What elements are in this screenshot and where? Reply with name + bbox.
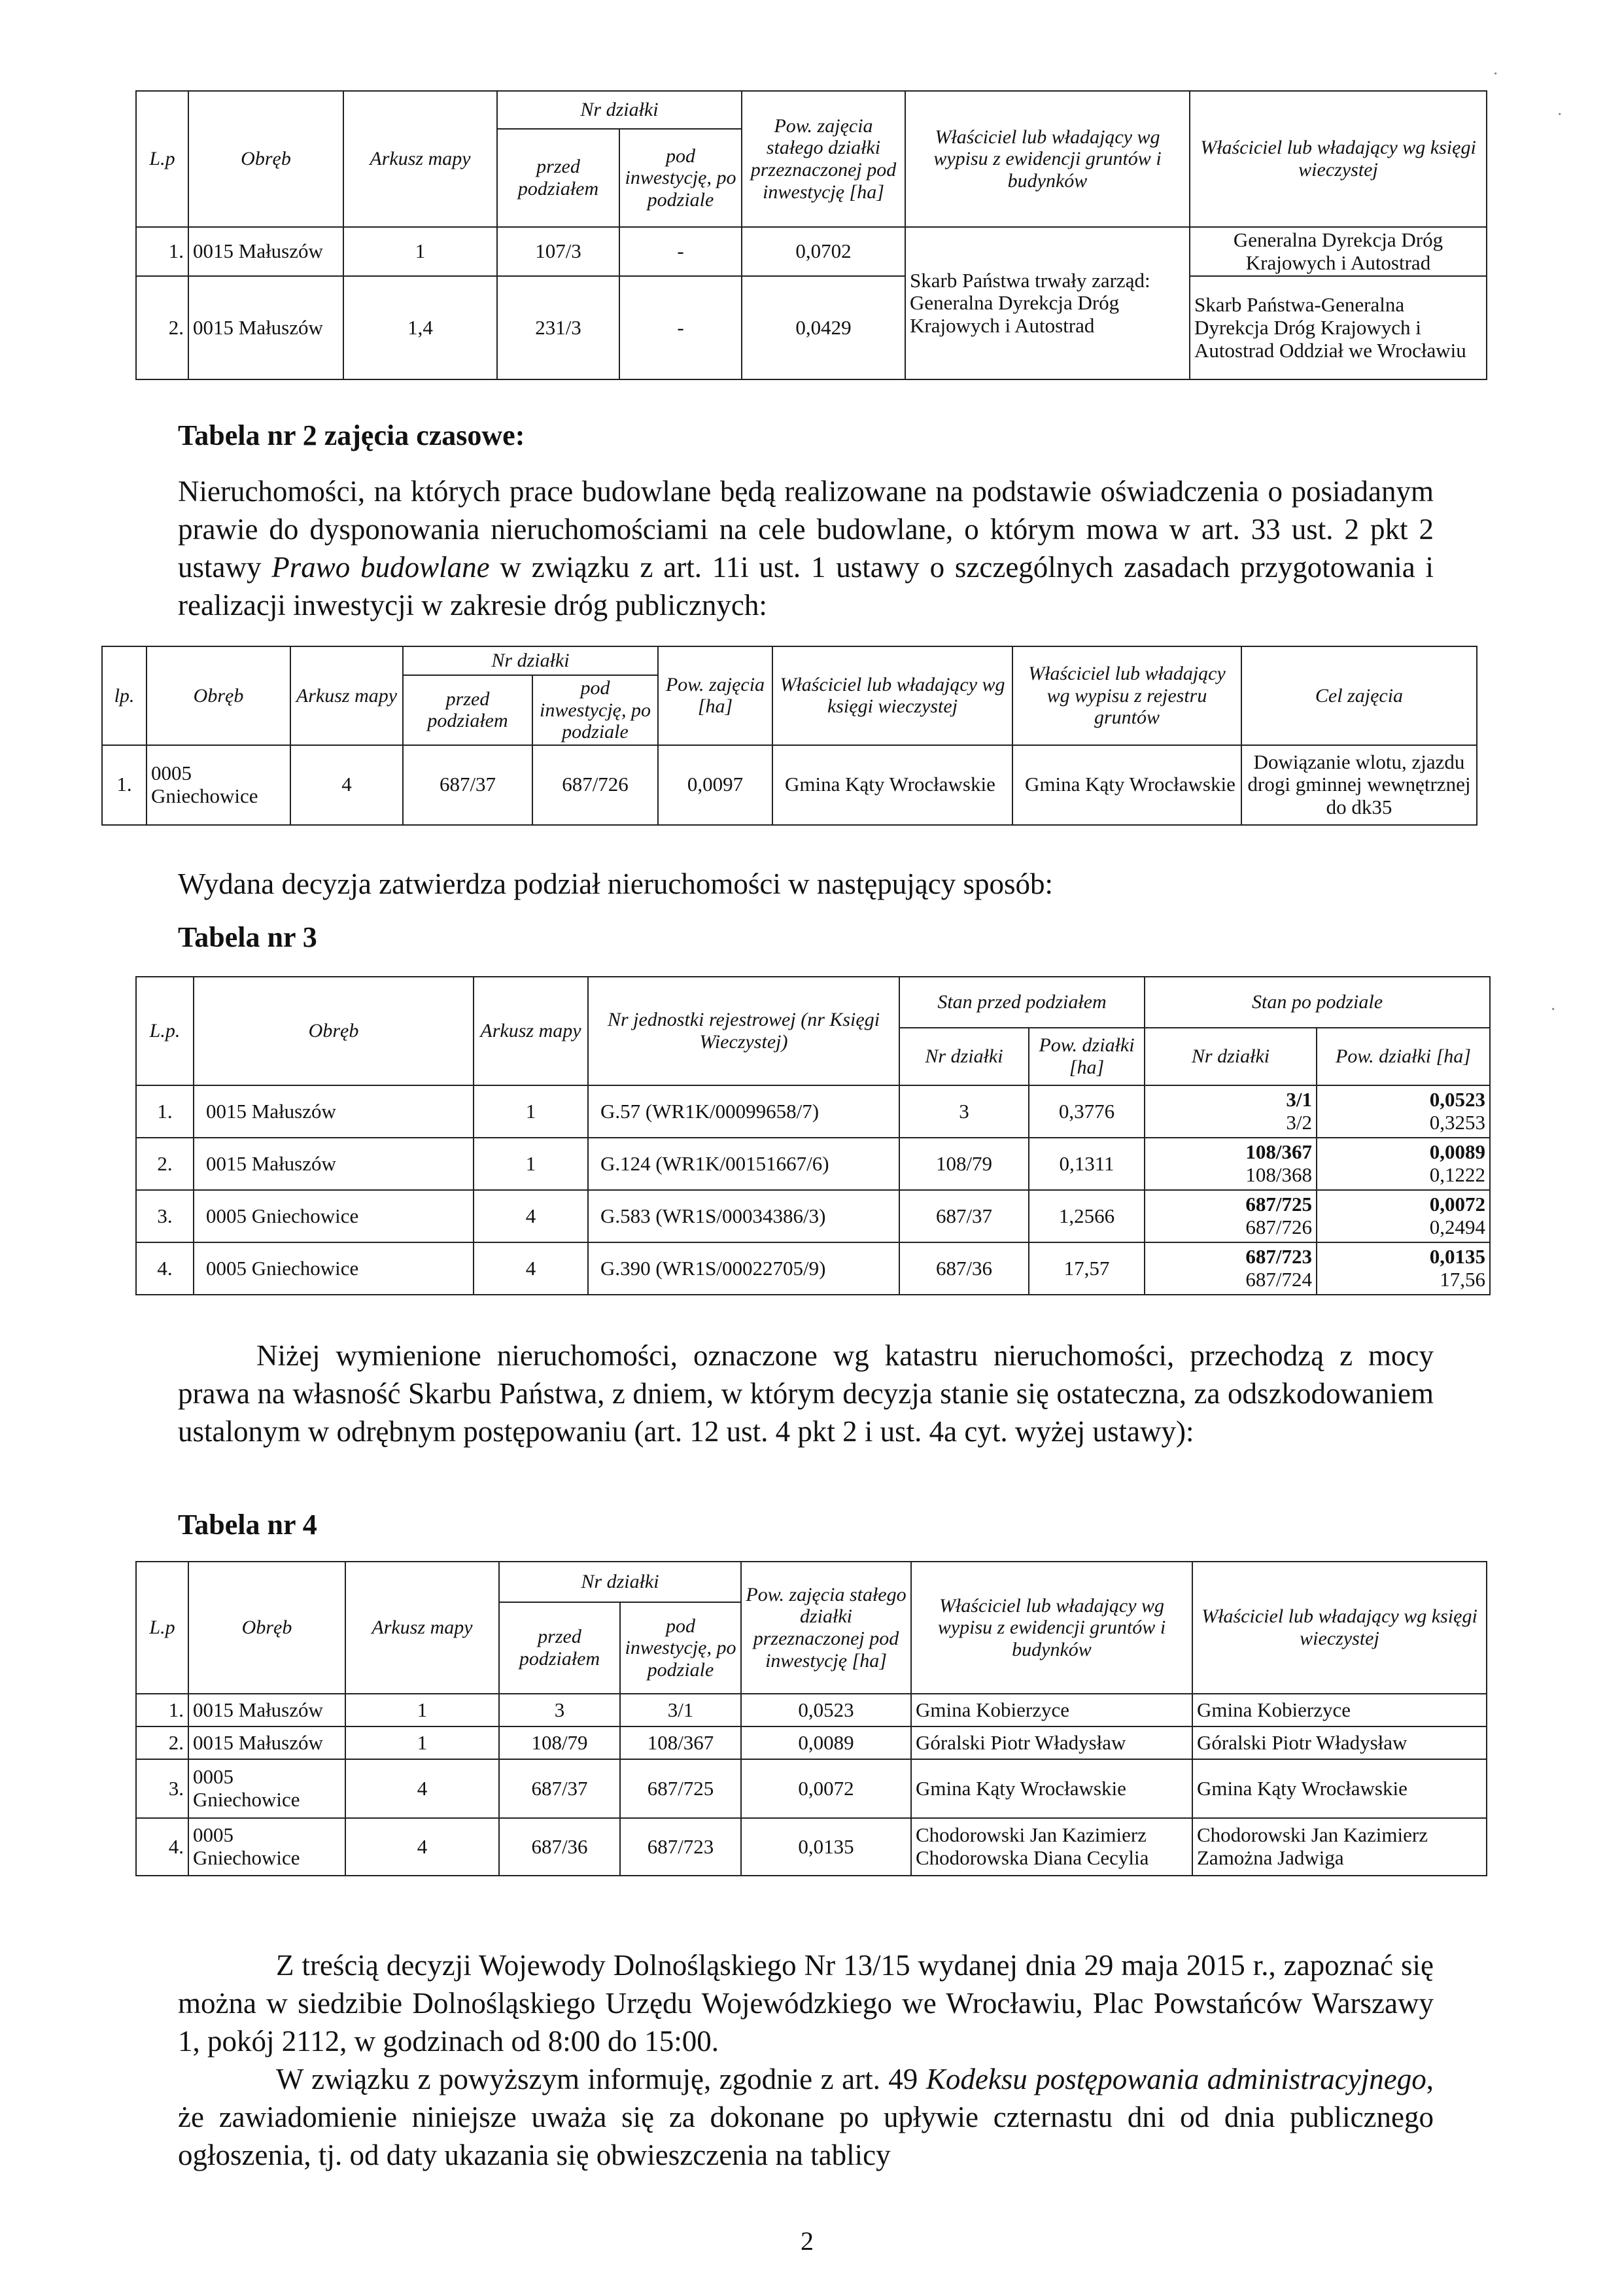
- header-arkusz: Arkusz mapy: [474, 977, 588, 1085]
- table-row: [136, 1726, 1487, 1759]
- paragraph-text: , że zawiadomienie niniejsze uważa się za dokonane po upływie czternastu dni od dnia publicznego ogłoszenia, tj. od daty ukazania się obwieszczenia na tablicy: [178, 2063, 1434, 2171]
- cell-obreb: 0015 Małuszów: [188, 1694, 345, 1726]
- cell-przed-nr: 687/36: [899, 1242, 1029, 1295]
- header-cel: Cel zajęcia: [1241, 646, 1477, 745]
- cell-wlasciciel-kw: Gmina Kąty Wrocławskie: [1192, 1759, 1487, 1818]
- scan-speck: ·: [1557, 105, 1563, 125]
- cell-obreb: 0005 Gniechowice: [194, 1190, 474, 1242]
- header-pod: pod inwestycję, po podziale: [620, 1602, 741, 1694]
- cell-lp: 1.: [136, 1694, 188, 1726]
- paragraph-text: W związku z powyższym informuję, zgodnie z art. 49: [276, 2063, 926, 2095]
- cell-arkusz: 4: [474, 1190, 588, 1242]
- cell-arkusz: 4: [290, 745, 403, 825]
- cell-pow: 0,0089: [741, 1726, 911, 1759]
- cell-arkusz: 4: [345, 1818, 499, 1876]
- cell-wlasciciel-kw: Góralski Piotr Władysław: [1192, 1726, 1487, 1759]
- cell-obreb: 0015 Małuszów: [188, 227, 343, 276]
- cell-wlasciciel-ewid: Gmina Kobierzyce: [911, 1694, 1192, 1726]
- cell-obreb: 0005 Gniechowice: [147, 745, 290, 825]
- cell-po-pow: [1317, 1242, 1490, 1295]
- cell-pod: 108/367: [620, 1726, 741, 1759]
- cell-po-pow: [1317, 1085, 1490, 1138]
- header-stan-przed: Stan przed podziałem: [899, 977, 1145, 1028]
- table-row: [136, 1085, 1490, 1138]
- header-lp: L.p: [136, 91, 188, 227]
- cell-lp: 2.: [136, 276, 188, 379]
- table-row: [136, 1242, 1490, 1295]
- cell-arkusz: 1: [474, 1138, 588, 1190]
- po-pow-plain: 0,2494: [1429, 1216, 1486, 1238]
- cell-wlasciciel-ewid: Skarb Państwa trwały zarząd: Generalna Dyrekcja Dróg Krajowych i Autostrad: [905, 227, 1190, 379]
- cell-lp: 3.: [136, 1759, 188, 1818]
- cell-lp: 2.: [136, 1726, 188, 1759]
- table-4: [135, 1561, 1487, 1876]
- cell-przed-pow: 17,57: [1029, 1242, 1145, 1295]
- header-nr-dzialki: Nr działki: [403, 646, 658, 675]
- header-pow: Pow. zajęcia [ha]: [658, 646, 772, 745]
- cell-wlasciciel-kw: Gmina Kąty Wrocławskie: [772, 745, 1012, 825]
- header-arkusz: Arkusz mapy: [343, 91, 497, 227]
- header-obreb: Obręb: [188, 1562, 345, 1694]
- cell-przed: 687/37: [403, 745, 532, 825]
- cell-przed-pow: 1,2566: [1029, 1190, 1145, 1242]
- cell-przed: 107/3: [497, 227, 619, 276]
- cell-wlasciciel-ewid: Gmina Kąty Wrocławskie: [1012, 745, 1241, 825]
- po-pow-bold: 0,0089: [1429, 1140, 1486, 1164]
- cell-lp: 4.: [136, 1242, 194, 1295]
- cell-po-pow: [1317, 1138, 1490, 1190]
- header-przed-pow: Pow. działki [ha]: [1029, 1028, 1145, 1085]
- header-wlasciciel-kw: Właściciel lub władający wg księgi wieczystej: [772, 646, 1012, 745]
- cell-pod: 3/1: [620, 1694, 741, 1726]
- cell-arkusz: 1: [343, 227, 497, 276]
- cell-obreb: 0005 Gniechowice: [188, 1818, 345, 1876]
- po-pow-plain: 17,56: [1440, 1268, 1486, 1291]
- po-nr-bold: 687/725: [1245, 1193, 1313, 1216]
- po-nr-plain: 687/726: [1245, 1216, 1313, 1238]
- cell-wlasciciel-ewid: Chodorowski Jan Kazimierz Chodorowska Diana Cecylia: [911, 1818, 1192, 1876]
- header-wlasciciel-kw: Właściciel lub władający wg księgi wieczystej: [1192, 1562, 1487, 1694]
- header-przed: przed podziałem: [497, 129, 619, 227]
- cell-przed-nr: 3: [899, 1085, 1029, 1138]
- paragraph-wlasnosc-skarbu: Niżej wymienione nieruchomości, oznaczone wg katastru nieruchomości, przechodzą z mocy prawa na własność Skarbu Państwa, z dniem, w którym decyzja stanie się ostateczna, za odszkodowaniem ustalonym w odrębnym postępowaniu (art. 12 ust. 4 pkt 2 i ust. 4a cyt. wyżej ustawy):: [178, 1339, 1434, 1448]
- cell-pod: 687/726: [532, 745, 658, 825]
- header-przed: przed podziałem: [499, 1602, 620, 1694]
- header-po-nr: Nr działki: [1145, 1028, 1317, 1085]
- cell-przed: 231/3: [497, 276, 619, 379]
- cell-lp: 3.: [136, 1190, 194, 1242]
- cell-nr-jednostki: G.390 (WR1S/00022705/9): [588, 1242, 899, 1295]
- cell-obreb: 0015 Małuszów: [194, 1138, 474, 1190]
- cell-obreb: 0015 Małuszów: [194, 1085, 474, 1138]
- cell-przed-nr: 108/79: [899, 1138, 1029, 1190]
- header-po-pow: Pow. działki [ha]: [1317, 1028, 1490, 1085]
- header-arkusz: Arkusz mapy: [345, 1562, 499, 1694]
- cell-przed-nr: 687/37: [899, 1190, 1029, 1242]
- cell-lp: 1.: [136, 227, 188, 276]
- table-row: [136, 1190, 1490, 1242]
- heading-tabela-2: Tabela nr 2 zajęcia czasowe:: [178, 419, 525, 451]
- header-wlasciciel-ewid: Właściciel lub władający wg wypisu z ewidencji gruntów i budynków: [911, 1562, 1192, 1694]
- cell-przed: 687/37: [499, 1759, 620, 1818]
- heading-tabela-3: Tabela nr 3: [178, 921, 317, 953]
- cell-po-nr: [1145, 1085, 1317, 1138]
- cell-przed: 3: [499, 1694, 620, 1726]
- table-row: [136, 1818, 1487, 1876]
- header-wlasciciel-ewid: Właściciel lub władający wg wypisu z rejestru gruntów: [1012, 646, 1241, 745]
- header-pod: pod inwestycję, po podziale: [619, 129, 742, 227]
- po-pow-bold: 0,0135: [1429, 1245, 1486, 1269]
- table-row: [102, 745, 1477, 825]
- cell-pow: 0,0429: [742, 276, 905, 379]
- cell-wlasciciel-ewid: Gmina Kąty Wrocławskie: [911, 1759, 1192, 1818]
- table-3: [135, 976, 1491, 1295]
- cell-pod: 687/725: [620, 1759, 741, 1818]
- header-wlasciciel-ewid: Właściciel lub władający wg wypisu z ewidencji gruntów i budynków: [905, 91, 1190, 227]
- cell-lp: 1.: [102, 745, 147, 825]
- cell-pow: 0,0702: [742, 227, 905, 276]
- header-przed: przed podziałem: [403, 675, 532, 745]
- po-nr-plain: 3/2: [1286, 1111, 1313, 1134]
- header-lp: lp.: [102, 646, 147, 745]
- paragraph-zawiadomienie: [178, 2060, 1434, 2174]
- po-nr-bold: 687/723: [1245, 1245, 1313, 1269]
- cell-wlasciciel-kw: Skarb Państwa-Generalna Dyrekcja Dróg Krajowych i Autostrad Oddział we Wrocławiu: [1190, 276, 1487, 379]
- cell-lp: 2.: [136, 1138, 194, 1190]
- cell-przed-pow: 0,3776: [1029, 1085, 1145, 1138]
- cell-obreb: 0005 Gniechowice: [188, 1759, 345, 1818]
- header-stan-po: Stan po podziale: [1145, 977, 1490, 1028]
- cell-wlasciciel-ewid: Góralski Piotr Władysław: [911, 1726, 1192, 1759]
- paragraph-podzial: Wydana decyzja zatwierdza podział nieruchomości w następujący sposób:: [178, 867, 1054, 900]
- cell-obreb: 0005 Gniechowice: [194, 1242, 474, 1295]
- cell-wlasciciel-kw: Generalna Dyrekcja Dróg Krajowych i Autostrad: [1190, 227, 1487, 276]
- cell-pow: 0,0135: [741, 1818, 911, 1876]
- cell-arkusz: 1,4: [343, 276, 497, 379]
- header-lp: L.p: [136, 1562, 188, 1694]
- paragraph-text: w związku z art. 11i ust. 1 ustawy o szczególnych zasadach przygotowania i realizacji inwestycji w zakresie dróg publicznych:: [178, 551, 1434, 622]
- header-lp: L.p.: [136, 977, 194, 1085]
- po-nr-plain: 108/368: [1245, 1163, 1313, 1186]
- cell-lp: 1.: [136, 1085, 194, 1138]
- table-row: [136, 227, 1487, 276]
- cell-arkusz: 1: [345, 1694, 499, 1726]
- cell-nr-jednostki: G.583 (WR1S/00034386/3): [588, 1190, 899, 1242]
- table-row: [136, 1759, 1487, 1818]
- cell-obreb: 0015 Małuszów: [188, 276, 343, 379]
- cell-przed: 687/36: [499, 1818, 620, 1876]
- cell-po-pow: [1317, 1190, 1490, 1242]
- po-pow-plain: 0,3253: [1429, 1111, 1486, 1134]
- header-obreb: Obręb: [188, 91, 343, 227]
- paragraph-text: Nieruchomości, na których prace budowlane będą realizowane na podstawie oświadczenia o posiadanym prawie do dysponowania nieruchomościami na cele budowlane, o którym mowa w art. 33 ust. 2 pkt 2 ustawy: [178, 475, 1434, 584]
- header-obreb: Obręb: [194, 977, 474, 1085]
- cell-pow: 0,0523: [741, 1694, 911, 1726]
- header-przed-nr: Nr działki: [899, 1028, 1029, 1085]
- paragraph-italic: Prawo budowlane: [271, 551, 490, 584]
- cell-lp: 4.: [136, 1818, 188, 1876]
- po-pow-plain: 0,1222: [1429, 1163, 1486, 1186]
- heading-tabela-4: Tabela nr 4: [178, 1509, 317, 1541]
- cell-po-nr: [1145, 1138, 1317, 1190]
- header-arkusz: Arkusz mapy: [290, 646, 403, 745]
- po-nr-bold: 108/367: [1245, 1140, 1313, 1164]
- table-row: [136, 276, 1487, 379]
- table-row: [136, 1138, 1490, 1190]
- header-nr-jednostki: Nr jednostki rejestrowej (nr Księgi Wieczystej): [588, 977, 899, 1085]
- header-pow: Pow. zajęcia stałego działki przeznaczonej pod inwestycję [ha]: [741, 1562, 911, 1694]
- cell-przed: 108/79: [499, 1726, 620, 1759]
- paragraph-italic: Kodeksu postępowania administracyjnego: [925, 2063, 1426, 2095]
- po-nr-plain: 687/724: [1245, 1268, 1313, 1291]
- cell-pow: 0,0097: [658, 745, 772, 825]
- table-2: [101, 646, 1477, 826]
- header-obreb: Obręb: [147, 646, 290, 745]
- cell-arkusz: 1: [474, 1085, 588, 1138]
- header-pow: Pow. zajęcia stałego działki przeznaczonej pod inwestycję [ha]: [742, 91, 905, 227]
- paragraph-tresc-decyzji: Z treścią decyzji Wojewody Dolnośląskiego Nr 13/15 wydanej dnia 29 maja 2015 r., zapoznać się można w siedzibie Dolnośląskiego Urzędu Wojewódzkiego we Wrocławiu, Plac Powstańców Warszawy 1, pokój 2112, w godzinach od 8:00 do 15:00.: [178, 1949, 1434, 2058]
- po-pow-bold: 0,0072: [1429, 1193, 1486, 1216]
- header-nr-dzialki: Nr działki: [497, 91, 742, 129]
- header-nr-dzialki: Nr działki: [499, 1562, 741, 1602]
- scan-speck: ·: [1493, 64, 1499, 84]
- cell-arkusz: 1: [345, 1726, 499, 1759]
- paragraph-zajecia-czasowe: [178, 472, 1434, 624]
- cell-po-nr: [1145, 1242, 1317, 1295]
- cell-cel: Dowiązanie wlotu, zjazdu drogi gminnej wewnętrznej do dk35: [1241, 745, 1477, 825]
- cell-arkusz: 4: [345, 1759, 499, 1818]
- cell-nr-jednostki: G.124 (WR1K/00151667/6): [588, 1138, 899, 1190]
- table-1: [135, 90, 1487, 380]
- cell-wlasciciel-kw: Chodorowski Jan Kazimierz Zamożna Jadwiga: [1192, 1818, 1487, 1876]
- cell-pod: -: [619, 276, 742, 379]
- cell-arkusz: 4: [474, 1242, 588, 1295]
- cell-pod: 687/723: [620, 1818, 741, 1876]
- cell-przed-pow: 0,1311: [1029, 1138, 1145, 1190]
- page-number: 2: [801, 2226, 814, 2256]
- header-pod: pod inwestycję, po podziale: [532, 675, 658, 745]
- cell-wlasciciel-kw: Gmina Kobierzyce: [1192, 1694, 1487, 1726]
- cell-obreb: 0015 Małuszów: [188, 1726, 345, 1759]
- table-row: [136, 1694, 1487, 1726]
- scan-speck: ·: [1550, 1000, 1557, 1020]
- cell-pod: -: [619, 227, 742, 276]
- cell-pow: 0,0072: [741, 1759, 911, 1818]
- cell-po-nr: [1145, 1190, 1317, 1242]
- po-nr-bold: 3/1: [1286, 1088, 1313, 1112]
- po-pow-bold: 0,0523: [1429, 1088, 1486, 1112]
- header-wlasciciel-kw: Właściciel lub władający wg księgi wieczystej: [1190, 91, 1487, 227]
- cell-nr-jednostki: G.57 (WR1K/00099658/7): [588, 1085, 899, 1138]
